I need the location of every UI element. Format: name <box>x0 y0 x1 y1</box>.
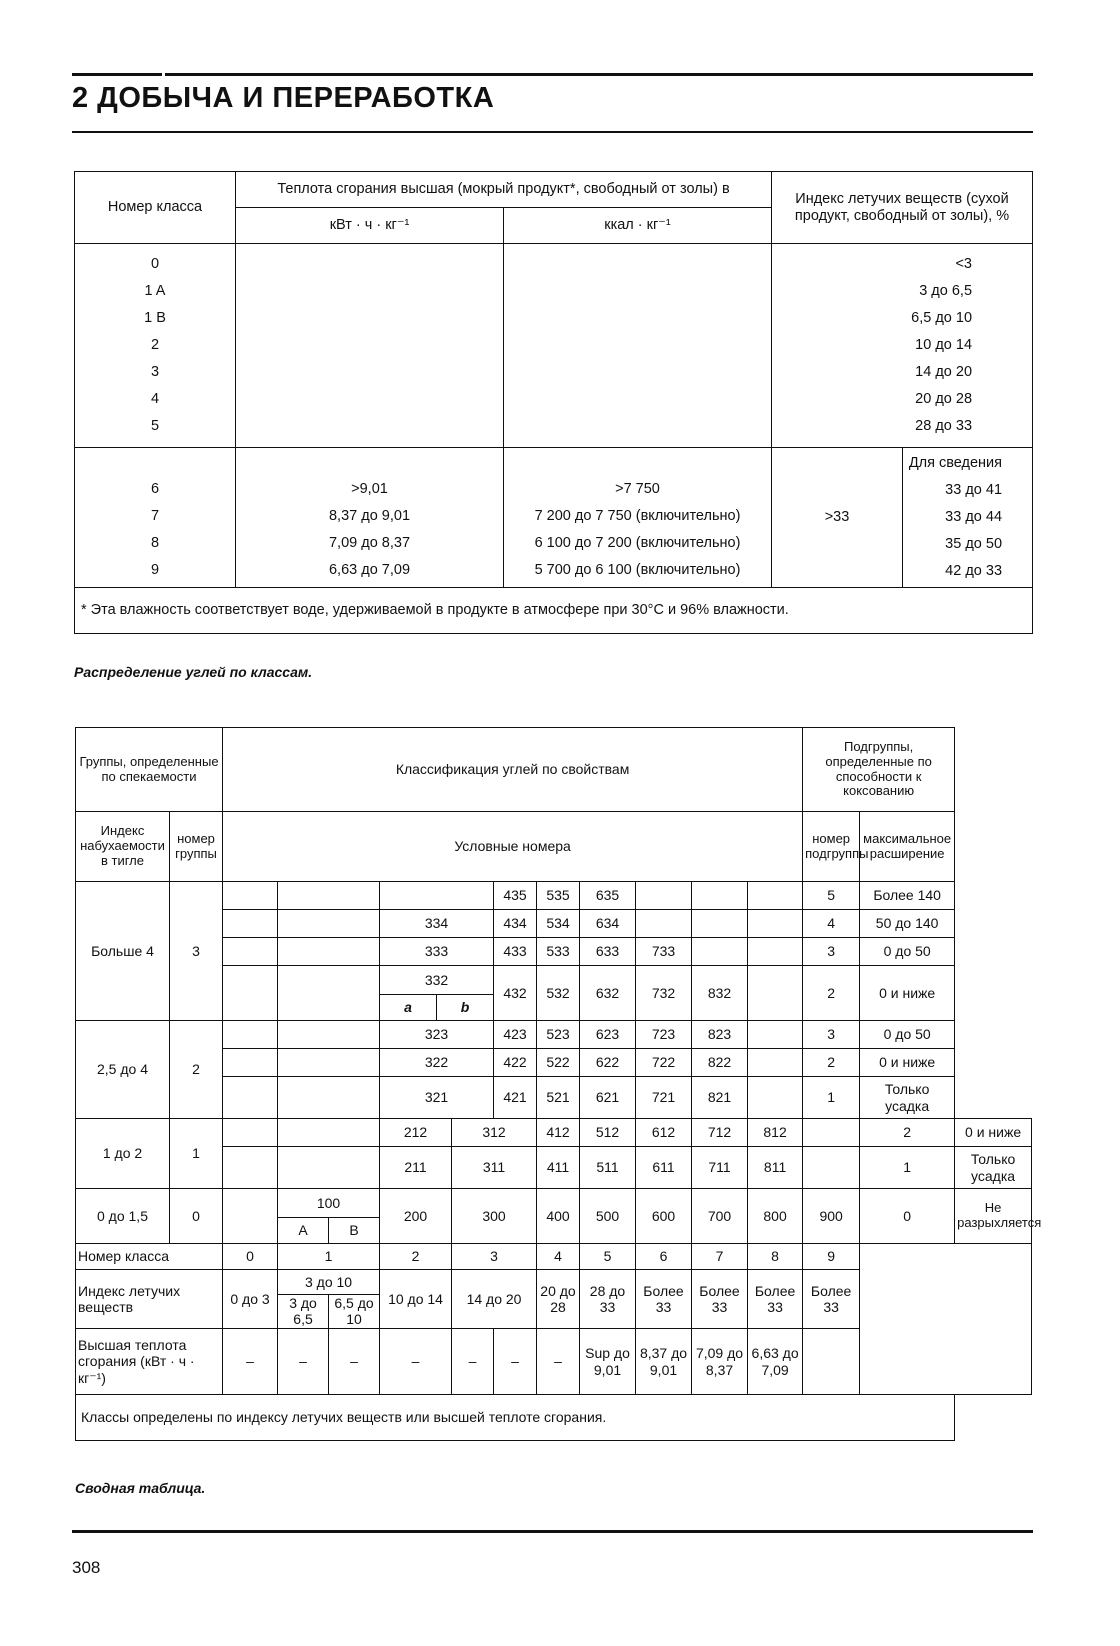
group1-kwh-empty <box>236 244 504 448</box>
chapter-title: 2 ДОБЫЧА И ПЕРЕРАБОТКА <box>72 82 495 114</box>
header-swelling-index: Индекс набухаемости в тигле <box>76 812 170 882</box>
group1-classes: 0 1 A 1 B 2 3 4 5 <box>75 244 236 448</box>
table-row: 0 до 1,5 0 100 A B 200 300 400 500 600 700 800 900 0 Не разрыхляется <box>76 1189 1032 1244</box>
class-number-row: Номер класса 0 1 2 3 4 5 6 7 8 9 <box>76 1244 1032 1270</box>
table-row: 1 до 2 1 212 312 412 512 612 712 812 2 0 и ниже <box>76 1119 1032 1147</box>
title-underline <box>72 131 1033 133</box>
header-classification: Классификация углей по свойствам <box>223 728 803 812</box>
header-conditional-numbers: Условные номера <box>223 812 803 882</box>
table-row: 333 433 533 633 733 3 0 до 50 <box>76 938 1032 966</box>
header-groups: Группы, определенные по спекаемости <box>76 728 223 812</box>
table-row: 322 422 522 622 722 822 2 0 и ниже <box>76 1049 1032 1077</box>
coal-class-table <box>74 171 1033 634</box>
header-subgroups: Подгруппы, определенные по способности к коксованию <box>803 728 955 812</box>
group3-index: Больше 4 <box>76 882 170 1021</box>
header-volatile: Индекс летучих веществ (сухой продукт, свободный от золы), % <box>772 172 1033 244</box>
page-number: 308 <box>72 1558 101 1577</box>
table-row: 211 311 411 511 611 711 811 1 Только усадка <box>76 1147 1032 1189</box>
summary-table <box>75 727 1042 1441</box>
group2-volatile-common: >33 <box>772 448 903 588</box>
table-row: 334 434 534 634 4 50 до 140 <box>76 910 1032 938</box>
group2-kcal: >7 750 7 200 до 7 750 (включительно) 6 100 до 7 200 (включительно) 5 700 до 6 100 (включительно) <box>504 448 772 588</box>
group2-volatile-info: Для сведения 33 до 41 33 до 44 35 до 50 42 до 33 <box>903 448 1033 588</box>
header-group-number: номер группы <box>170 812 223 882</box>
group2-classes: 6 7 8 9 <box>75 448 236 588</box>
group1-kcal-empty <box>504 244 772 448</box>
top-rule-thick <box>165 73 1033 76</box>
group1-number: 1 <box>170 1119 223 1189</box>
heat-row: Высшая теплота сгорания (кВт · ч · кг⁻¹) – – – – – – – Sup до 9,01 8,37 до 9,01 7,09 до 8,37 6,63 до 7,09 <box>76 1329 1032 1395</box>
volatile-row: Индекс летучих веществ 0 до 3 3 до 10 3 до 6,5 6,5 до 10 10 до 14 14 до 20 20 до 28 28 до 33 Более 33 Более 33 Более 33 Более 33 <box>76 1270 1032 1329</box>
table-row: Больше 4 3 435 535 635 5 Более 140 <box>76 882 1032 910</box>
group1-index: 1 до 2 <box>76 1119 170 1189</box>
group0-index: 0 до 1,5 <box>76 1189 170 1244</box>
group0-number: 0 <box>170 1189 223 1244</box>
group2-kwh: >9,01 8,37 до 9,01 7,09 до 8,37 6,63 до 7,09 <box>236 448 504 588</box>
caption-classes: Распределение углей по классам. <box>74 664 313 680</box>
header-max-expansion: максимальное расширение <box>860 812 955 882</box>
table-row: 321 421 521 621 721 821 1 Только усадка <box>76 1077 1032 1119</box>
table2-footer: Классы определены по индексу летучих веществ или высшей теплоте сгорания. <box>76 1395 955 1441</box>
header-subgroup-number: номер подгруппы <box>803 812 860 882</box>
header-class-number: Номер класса <box>75 172 236 244</box>
group2-index: 2,5 до 4 <box>76 1021 170 1119</box>
top-rule-thin <box>72 73 162 76</box>
group2-number: 2 <box>170 1021 223 1119</box>
caption-summary: Сводная таблица. <box>75 1480 206 1496</box>
table1-footnote: * Эта влажность соответствует воде, удерживаемой в продукте в атмосфере при 30°С и 96% влажности. <box>75 588 1033 634</box>
header-kcal: ккал · кг⁻¹ <box>504 208 772 244</box>
table-row: 332 a b 432 532 632 732 832 2 0 и ниже <box>76 966 1032 1021</box>
group1-volatile: <3 3 до 6,5 6,5 до 10 10 до 14 14 до 20 20 до 28 28 до 33 <box>772 244 1033 448</box>
table-row: 2,5 до 4 2 323 423 523 623 723 823 3 0 до 50 <box>76 1021 1032 1049</box>
bottom-rule <box>72 1530 1033 1533</box>
header-heat: Теплота сгорания высшая (мокрый продукт*, свободный от золы) в <box>236 172 772 208</box>
header-kwh: кВт · ч · кг⁻¹ <box>236 208 504 244</box>
group3-number: 3 <box>170 882 223 1021</box>
